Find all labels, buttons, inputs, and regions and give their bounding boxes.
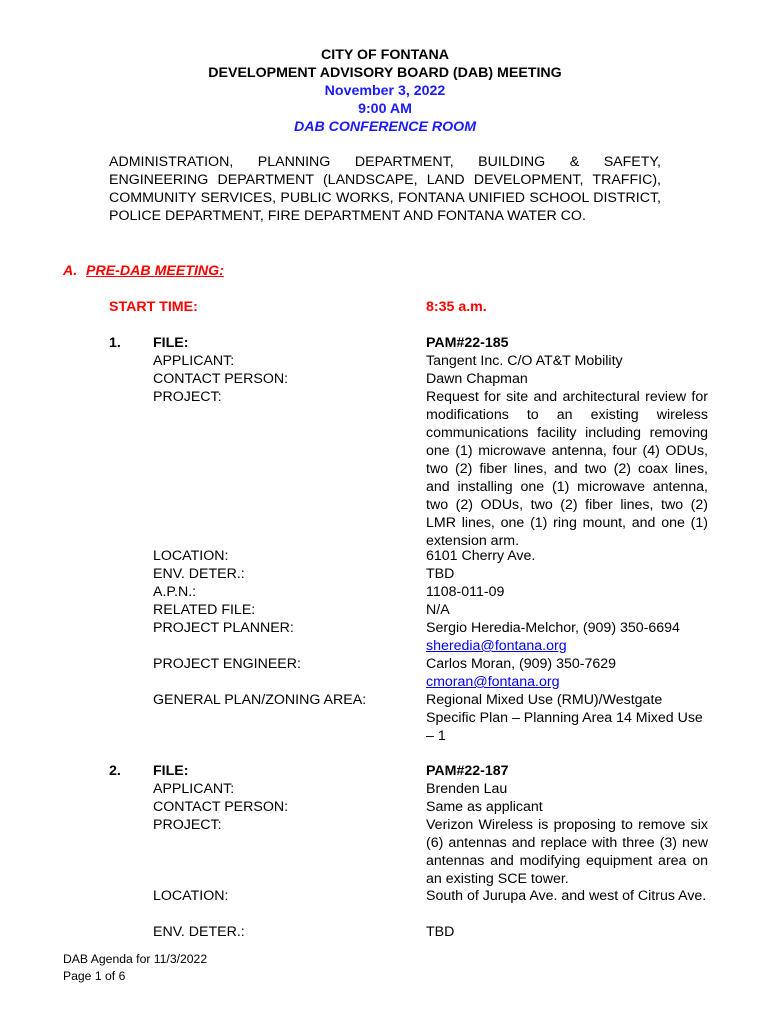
apn-label: A.P.N.: xyxy=(153,584,197,600)
footer-agenda: DAB Agenda for 11/3/2022 xyxy=(63,952,208,966)
section-a-letter: A. xyxy=(63,263,78,279)
location-label: LOCATION: xyxy=(153,888,229,904)
item-number: 2. xyxy=(109,763,121,779)
general-plan-label: GENERAL PLAN/ZONING AREA: xyxy=(153,692,367,708)
footer-page-number: Page 1 of 6 xyxy=(63,969,126,983)
env-value: TBD xyxy=(426,924,455,940)
contact-value: Dawn Chapman xyxy=(426,371,528,387)
location-value: 6101 Cherry Ave. xyxy=(426,548,536,564)
start-time-value: 8:35 a.m. xyxy=(426,299,487,315)
file-label: FILE: xyxy=(153,335,189,351)
city-title: CITY OF FONTANA xyxy=(321,47,449,63)
meeting-room: DAB CONFERENCE ROOM xyxy=(293,119,477,135)
file-value: PAM#22-185 xyxy=(426,335,509,351)
planner-label: PROJECT PLANNER: xyxy=(153,620,294,636)
applicant-value: Brenden Lau xyxy=(426,781,508,797)
start-time-label: START TIME: xyxy=(109,299,198,315)
env-label: ENV. DETER.: xyxy=(153,566,245,582)
contact-label: CONTACT PERSON: xyxy=(153,371,289,387)
project-description: Verizon Wireless is proposing to remove six (6) antennas and replace with three (3) new antennas and modifying equipment area on an existing SCE tower. xyxy=(426,817,708,887)
project-label: PROJECT: xyxy=(153,389,222,405)
file-value: PAM#22-187 xyxy=(426,763,509,779)
location-value: South of Jurupa Ave. and west of Citrus Ave. xyxy=(426,888,707,904)
related-file-value: N/A xyxy=(426,602,450,618)
project-label: PROJECT: xyxy=(153,817,222,833)
related-file-label: RELATED FILE: xyxy=(153,602,256,618)
env-value: TBD xyxy=(426,566,455,582)
meeting-title: DEVELOPMENT ADVISORY BOARD (DAB) MEETING xyxy=(208,65,562,81)
applicant-label: APPLICANT: xyxy=(153,781,235,797)
section-a-title: PRE-DAB MEETING: xyxy=(86,263,224,279)
applicant-value: Tangent Inc. C/O AT&T Mobility xyxy=(426,353,623,369)
item-number: 1. xyxy=(109,335,121,351)
meeting-time: 9:00 AM xyxy=(358,101,412,117)
project-description: Request for site and architectural review for modifications to an existing wireless communications facility including removing one (1) microwave antenna, four (4) ODUs, two (2) fiber lines, and two (2) coax lines, and installing one (1) microwave antenna, two (2) ODUs, two (2) fiber lines, two (2) LMR lines, one (1) ring mount, and one (1) extension arm. xyxy=(426,389,708,549)
contact-value: Same as applicant xyxy=(426,799,543,815)
apn-value: 1108-011-09 xyxy=(426,584,505,600)
planner-email-link[interactable]: sheredia@fontana.org xyxy=(426,638,567,654)
file-label: FILE: xyxy=(153,763,189,779)
contact-label: CONTACT PERSON: xyxy=(153,799,289,815)
engineer-label: PROJECT ENGINEER: xyxy=(153,656,301,672)
env-label: ENV. DETER.: xyxy=(153,924,245,940)
departments-list: ADMINISTRATION, PLANNING DEPARTMENT, BUILDING & SAFETY, ENGINEERING DEPARTMENT (LANDSCAPE, LAND DEVELOPMENT, TRAFFIC), COMMUNITY SERVICES, PUBLIC WORKS, FONTANA UNIFIED SCHOOL DISTRICT, POLICE DEPARTMENT, FIRE DEPARTMENT AND FONTANA WATER CO. xyxy=(109,154,661,224)
meeting-date: November 3, 2022 xyxy=(324,83,446,99)
general-plan-value: Regional Mixed Use (RMU)/Westgate Specific Plan – Planning Area 14 Mixed Use – 1 xyxy=(426,692,703,744)
applicant-label: APPLICANT: xyxy=(153,353,235,369)
engineer-email-link[interactable]: cmoran@fontana.org xyxy=(426,674,560,690)
engineer-value: Carlos Moran, (909) 350-7629 xyxy=(426,656,617,672)
location-label: LOCATION: xyxy=(153,548,229,564)
planner-value: Sergio Heredia-Melchor, (909) 350-6694 xyxy=(426,620,680,636)
